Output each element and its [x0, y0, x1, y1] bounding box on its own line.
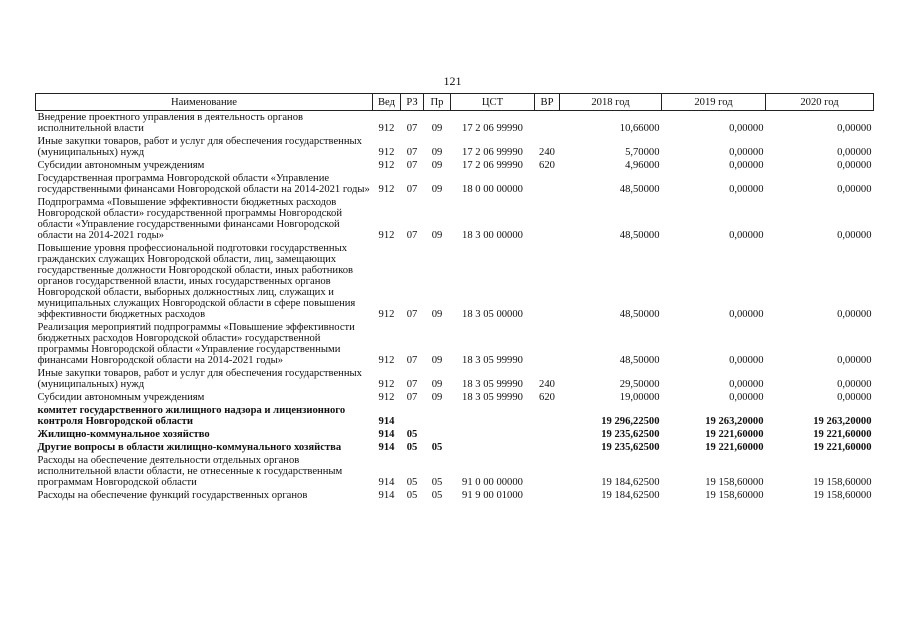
cell-cst [451, 428, 535, 441]
cell-name: Иные закупки товаров, работ и услуг для обеспечения государственных (муниципальных) нужд [37, 136, 362, 158]
cell-vr [535, 242, 560, 321]
cell-pr: 05 [431, 490, 443, 501]
cell-y2019: 19 158,60000 [705, 477, 764, 488]
table-row [36, 391, 874, 404]
cell-pr: 09 [431, 147, 443, 158]
cell-name: Расходы на обеспечение деятельности отдельных органов исполнительной власти области, не отнесенные к государственным программам Новгородской области [37, 455, 343, 488]
cell-rz: 05 [406, 477, 418, 488]
cell-y2018: 19,00000 [619, 392, 660, 403]
cell-name: Повышение уровня профессиональной подготовки государственных гражданских служащих Новгородской области, лиц, замещающих государственные должности Новгородской области, иных работников органов государственной власти, иных государственных органов Новгородской области, выборных должностных лиц, служащих и муниципальных служащих Новгородской области в сфере повышения эффективности бюджетных расходов [37, 243, 356, 320]
cell-cst: 18 3 05 99990 [462, 379, 523, 390]
cell-y2020: 0,00000 [837, 123, 872, 134]
cell-name: Иные закупки товаров, работ и услуг для обеспечения государственных (муниципальных) нужд [37, 368, 362, 390]
cell-vr: 620 [539, 160, 555, 171]
header-2019: 2019 год [662, 94, 766, 111]
cell-pr: 05 [431, 442, 443, 453]
cell-pr: 09 [431, 309, 443, 320]
cell-name: Внедрение проектного управления в деятельность органов исполнительной власти [37, 112, 303, 134]
cell-ved: 914 [378, 490, 395, 501]
cell-y2019: 0,00000 [729, 309, 764, 320]
cell-pr [424, 404, 451, 428]
cell-pr: 09 [431, 230, 443, 241]
cell-y2020: 0,00000 [837, 160, 872, 171]
cell-y2019: 0,00000 [729, 123, 764, 134]
table-row [36, 196, 874, 242]
cell-y2020: 0,00000 [837, 392, 872, 403]
cell-rz: 07 [406, 355, 418, 366]
page-number: 121 [443, 74, 462, 88]
cell-rz: 07 [406, 392, 418, 403]
cell-name: Расходы на обеспечение функций государственных органов [37, 490, 308, 501]
cell-cst [451, 441, 535, 454]
cell-y2020: 0,00000 [837, 230, 872, 241]
cell-rz [401, 404, 424, 428]
cell-y2020: 0,00000 [837, 184, 872, 195]
cell-cst: 91 0 00 00000 [462, 477, 523, 488]
cell-vr [535, 196, 560, 242]
table-header-row [36, 94, 874, 111]
table-row [36, 111, 874, 136]
cell-pr: 09 [431, 123, 443, 134]
cell-pr: 09 [431, 184, 443, 195]
cell-y2020: 0,00000 [837, 309, 872, 320]
cell-vr: 240 [539, 379, 555, 390]
table-body [36, 111, 874, 503]
cell-y2019: 0,00000 [729, 184, 764, 195]
cell-ved: 912 [378, 392, 395, 403]
cell-name: Другие вопросы в области жилищно-коммунального хозяйства [37, 442, 342, 453]
table-row [36, 321, 874, 367]
cell-y2018: 48,50000 [619, 230, 660, 241]
header-ved: Вед [373, 94, 401, 111]
cell-rz: 07 [406, 379, 418, 390]
cell-y2018: 19 235,62500 [601, 442, 660, 453]
cell-vr [535, 404, 560, 428]
cell-vr [535, 454, 560, 489]
cell-y2019: 0,00000 [729, 355, 764, 366]
header-cst: ЦСТ [451, 94, 535, 111]
cell-y2018: 48,50000 [619, 355, 660, 366]
table-row [36, 428, 874, 441]
cell-y2019: 19 221,60000 [705, 429, 764, 440]
cell-vr [535, 172, 560, 196]
cell-cst: 18 3 05 99990 [462, 355, 523, 366]
cell-y2018: 19 184,62500 [601, 477, 660, 488]
cell-rz: 05 [406, 429, 418, 440]
cell-ved: 912 [378, 123, 395, 134]
cell-y2018: 19 296,22500 [601, 416, 660, 427]
cell-rz: 07 [406, 184, 418, 195]
cell-cst: 18 0 00 00000 [462, 184, 523, 195]
budget-table [35, 93, 874, 502]
header-2020: 2020 год [766, 94, 874, 111]
cell-vr [535, 441, 560, 454]
cell-y2019: 0,00000 [729, 392, 764, 403]
cell-y2018: 48,50000 [619, 309, 660, 320]
cell-ved: 912 [378, 230, 395, 241]
cell-y2020: 0,00000 [837, 379, 872, 390]
cell-cst: 91 9 00 01000 [462, 490, 523, 501]
table-row [36, 135, 874, 159]
cell-rz: 07 [406, 160, 418, 171]
cell-rz: 05 [406, 490, 418, 501]
cell-cst [451, 404, 535, 428]
cell-name: Жилищно-коммунальное хозяйство [37, 429, 210, 440]
cell-y2018: 10,66000 [619, 123, 660, 134]
cell-y2019: 19 158,60000 [705, 490, 764, 501]
cell-vr [535, 111, 560, 136]
cell-y2020: 19 221,60000 [813, 442, 872, 453]
cell-name: Государственная программа Новгородской области «Управление государственными финансами Новгородской области на 2014-2021 годы» [37, 173, 370, 195]
cell-y2020: 0,00000 [837, 147, 872, 158]
table-row [36, 454, 874, 489]
cell-ved: 912 [378, 309, 395, 320]
cell-name: комитет государственного жилищного надзора и лицензионного контроля Новгородской области [37, 405, 346, 427]
cell-y2018: 19 184,62500 [601, 490, 660, 501]
cell-vr [535, 321, 560, 367]
cell-y2020: 19 263,20000 [813, 416, 872, 427]
table-row [36, 404, 874, 428]
cell-y2019: 0,00000 [729, 379, 764, 390]
cell-vr: 620 [539, 392, 555, 403]
table-row [36, 159, 874, 172]
cell-ved: 912 [378, 147, 395, 158]
cell-cst: 18 3 05 99990 [462, 392, 523, 403]
cell-ved: 914 [378, 442, 395, 453]
cell-y2018: 29,50000 [619, 379, 660, 390]
cell-ved: 914 [378, 416, 395, 427]
cell-y2018: 5,70000 [625, 147, 660, 158]
header-name: Наименование [36, 94, 373, 111]
cell-y2019: 0,00000 [729, 230, 764, 241]
cell-y2020: 19 221,60000 [813, 429, 872, 440]
cell-rz: 07 [406, 147, 418, 158]
table-row [36, 441, 874, 454]
cell-rz: 07 [406, 309, 418, 320]
cell-pr: 05 [431, 477, 443, 488]
cell-vr: 240 [539, 147, 555, 158]
cell-y2020: 0,00000 [837, 355, 872, 366]
cell-cst: 17 2 06 99990 [462, 160, 523, 171]
cell-y2019: 0,00000 [729, 147, 764, 158]
cell-ved: 914 [378, 477, 395, 488]
cell-ved: 912 [378, 379, 395, 390]
cell-pr: 09 [431, 392, 443, 403]
header-2018: 2018 год [560, 94, 662, 111]
cell-name: Субсидии автономным учреждениям [37, 160, 205, 171]
header-rz: РЗ [401, 94, 424, 111]
cell-pr [424, 428, 451, 441]
cell-y2018: 48,50000 [619, 184, 660, 195]
cell-pr: 09 [431, 355, 443, 366]
header-pr: Пр [424, 94, 451, 111]
cell-name: Реализация мероприятий подпрограммы «Повышение эффективности бюджетных расходов Новгородской области» государственной программы Новгородской области «Управление государственными финансами Новгородской области на 2014-2021 годы» [37, 322, 355, 366]
cell-pr: 09 [431, 160, 443, 171]
cell-y2020: 19 158,60000 [813, 477, 872, 488]
cell-y2019: 19 221,60000 [705, 442, 764, 453]
cell-cst: 18 3 00 00000 [462, 230, 523, 241]
cell-cst: 17 2 06 99990 [462, 147, 523, 158]
table-row [36, 172, 874, 196]
cell-vr [535, 428, 560, 441]
cell-ved: 912 [378, 160, 395, 171]
cell-y2020: 19 158,60000 [813, 490, 872, 501]
cell-cst: 18 3 05 00000 [462, 309, 523, 320]
cell-rz: 05 [406, 442, 418, 453]
table-row [36, 242, 874, 321]
cell-y2018: 4,96000 [625, 160, 660, 171]
cell-y2018: 19 235,62500 [601, 429, 660, 440]
cell-name: Субсидии автономным учреждениям [37, 392, 205, 403]
cell-ved: 914 [378, 429, 395, 440]
cell-y2019: 0,00000 [729, 160, 764, 171]
table-row [36, 489, 874, 502]
table-row [36, 367, 874, 391]
cell-ved: 912 [378, 355, 395, 366]
cell-rz: 07 [406, 230, 418, 241]
cell-y2019: 19 263,20000 [705, 416, 764, 427]
cell-pr: 09 [431, 379, 443, 390]
cell-rz: 07 [406, 123, 418, 134]
header-vr: ВР [535, 94, 560, 111]
cell-vr [535, 489, 560, 502]
cell-ved: 912 [378, 184, 395, 195]
cell-name: Подпрограмма «Повышение эффективности бюджетных расходов Новгородской области» государственной программы Новгородской области «Управление государственными финансами Новгородской области на 2014-2021 годы» [37, 197, 343, 241]
cell-cst: 17 2 06 99990 [462, 123, 523, 134]
